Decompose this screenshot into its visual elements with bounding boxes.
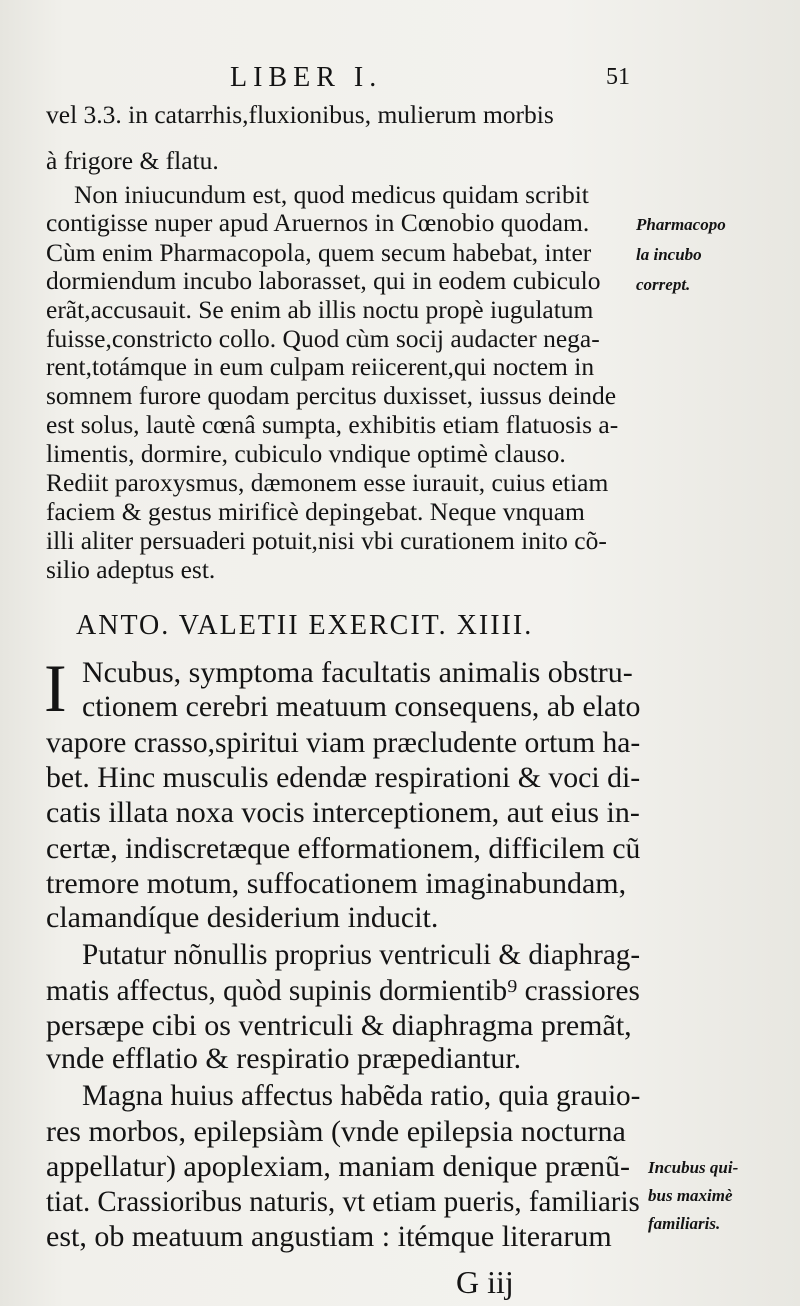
text-line: est solus, lautè cœnâ sumpta, exhibitis etiam flatuosis a- <box>46 410 619 439</box>
text-line: res morbos, epilepsiàm (vnde epilepsia nocturna <box>46 1115 626 1148</box>
text-line: persæpe cibi os ventriculi & diaphragma premãt, <box>46 1009 632 1042</box>
text-line: Magna huius affectus habẽda ratio, quia grauio- <box>82 1079 641 1112</box>
margin-note-line: familiaris. <box>648 1214 721 1233</box>
section-heading: ANTO. VALETII EXERCIT. XIIII. <box>76 610 534 641</box>
text-line: limentis, dormire, cubiculo vndique optimè clauso. <box>46 439 566 468</box>
text-line: Non iniucundum est, quod medicus quidam scribit <box>74 180 589 209</box>
margin-note-line: la incubo <box>636 245 702 264</box>
text-line: fuisse,constricto collo. Quod cùm socij audacter nega- <box>46 324 600 353</box>
text-line: faciem & gestus mirificè depingebat. Neque vnquam <box>46 497 585 526</box>
text-line: Rediit paroxysmus, dæmonem esse iurauit, cuius etiam <box>46 468 609 497</box>
text-line: vel 3.3. in catarrhis,fluxionibus, mulierum morbis <box>46 100 554 129</box>
text-line: somnem furore quodam percitus duxisset, iussus deinde <box>46 381 617 410</box>
text-line: vapore crasso,spiritui viam præcludente ortum ha- <box>46 726 641 759</box>
text-line: erãt,accusauit. Se enim ab illis noctu propè iugulatum <box>46 295 594 324</box>
text-line: ctionem cerebri meatuum consequens, ab elato <box>82 690 641 723</box>
text-line: catis illata noxa vocis interceptionem, aut eius in- <box>46 796 640 829</box>
text-line: tremore motum, suffocationem imaginabundam, <box>46 867 627 900</box>
signature-mark: G iij <box>456 1264 514 1300</box>
text-line: Ncubus, symptoma facultatis animalis obstru- <box>82 656 633 689</box>
text-line: tiat. Crassioribus naturis, vt etiam pueris, familiaris <box>46 1185 640 1218</box>
text-line: vnde efflatio & respiratio præpediantur. <box>46 1042 522 1075</box>
text-line: est, ob meatuum angustiam : itémque literarum <box>46 1220 612 1253</box>
page-number: 51 <box>606 64 630 90</box>
margin-note-line: Pharmacopo <box>636 215 726 234</box>
text-line: contigisse nuper apud Aruernos in Cœnobio quodam. <box>46 208 590 237</box>
margin-note-line: corrept. <box>636 275 691 294</box>
running-title: LIBER I. <box>230 62 383 93</box>
text-line: illi aliter persuaderi potuit,nisi vbi curationem inito cõ- <box>46 526 607 555</box>
running-header <box>230 62 630 98</box>
text-line: certæ, indiscretæque efformationem, difficilem cũ <box>46 832 641 865</box>
text-line: appellatur) apoplexiam, maniam denique prænũ- <box>46 1150 630 1183</box>
margin-note-line: Incubus qui- <box>648 1158 739 1177</box>
margin-note-line: bus maximè <box>648 1186 733 1205</box>
drop-cap: I <box>44 650 67 726</box>
text-line: clamandíque desiderium inducit. <box>46 901 439 934</box>
text-line: bet. Hinc musculis edendæ respirationi & voci di- <box>46 761 641 794</box>
text-line: à frigore & flatu. <box>46 146 219 175</box>
text-line: Putatur nõnullis proprius ventriculi & diaphrag- <box>82 938 641 971</box>
text-line: Cùm enim Pharmacopola, quem secum habebat, inter <box>46 238 592 267</box>
text-line: rent,totámque in eum culpam reiicerent,qui noctem in <box>46 352 595 381</box>
text-line: dormiendum incubo laborasset, qui in eodem cubiculo <box>46 266 601 295</box>
text-line: matis affectus, quòd supinis dormientib⁹ crassiores <box>46 974 640 1007</box>
text-line: silio adeptus est. <box>46 555 216 584</box>
